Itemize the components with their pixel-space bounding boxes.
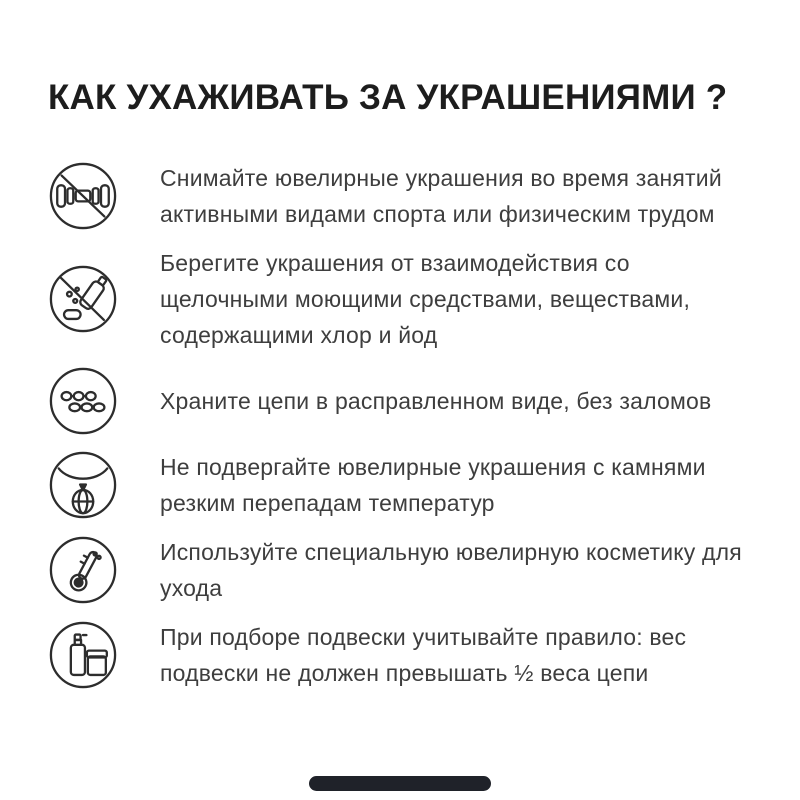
jewelry-cosmetics-icon: [48, 535, 118, 605]
care-tip-text: Снимайте ювелирные украшения во время занятий активными видами спорта или физическим трудом: [160, 165, 722, 227]
care-tip-row: [48, 449, 760, 521]
care-tip-text: При подборе подвески учитывайте правило: вес подвески не должен превышать ½ веса цепи: [160, 624, 687, 686]
care-tip-row: [48, 619, 760, 691]
cosmetics-bottles-icon: [48, 620, 118, 690]
care-tip-text: Храните цепи в расправленном виде, без заломов: [160, 388, 712, 414]
care-tips-list: [48, 160, 760, 691]
care-tip-row: [48, 245, 760, 353]
no-sport-icon: [48, 161, 118, 231]
care-tip-text: Используйте специальную ювелирную косметику для ухода: [160, 539, 742, 601]
care-tip-row: [48, 534, 760, 606]
care-tip-row: [48, 366, 760, 436]
care-tip-row: [48, 160, 760, 232]
pendant-icon: [48, 450, 118, 520]
care-tip-text: Не подвергайте ювелирные украшения с камнями резким перепадам температур: [160, 454, 706, 516]
home-indicator-bar: [309, 776, 491, 791]
page-title: КАК УХАЖИВАТЬ ЗА УКРАШЕНИЯМИ ?: [48, 78, 728, 117]
care-tip-text: Берегите украшения от взаимодействия со щелочными моющими средствами, веществами, содержащими хлор и йод: [160, 250, 691, 348]
chain-icon: [48, 366, 118, 436]
no-chemicals-icon: [48, 264, 118, 334]
